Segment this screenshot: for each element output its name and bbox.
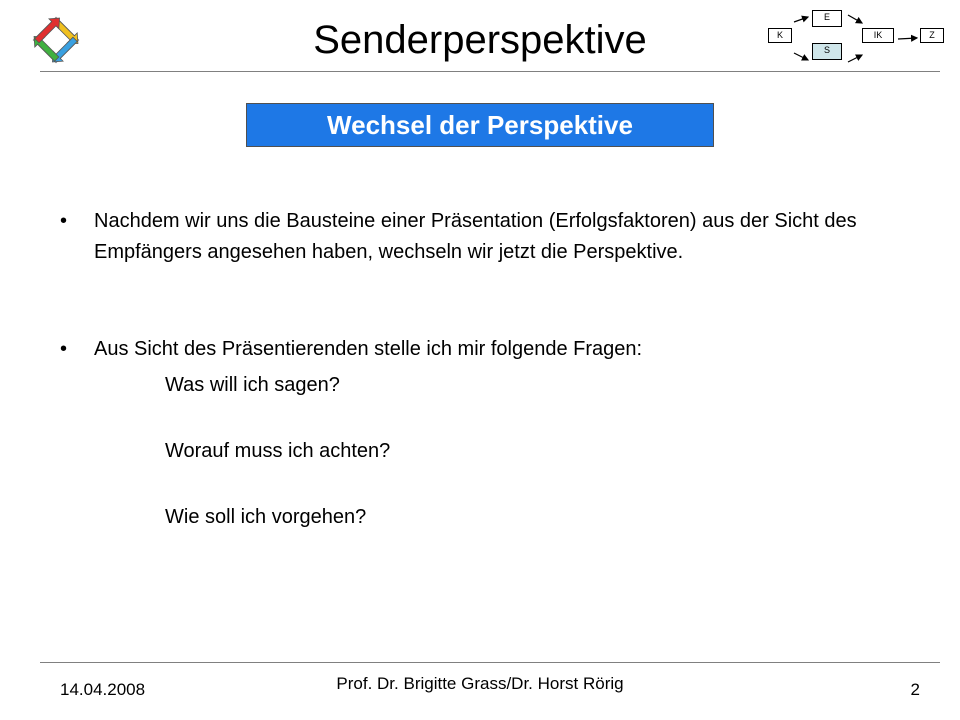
process-nav (760, 5, 955, 65)
footer-rule (40, 662, 940, 663)
arrow-e-ik (848, 15, 862, 23)
nav-box-z: Z (920, 28, 944, 43)
arrow-k-s (794, 53, 808, 60)
nav-box-e: E (812, 10, 842, 27)
arrow-s-ik (848, 55, 862, 62)
nav-box-s: S (812, 43, 842, 60)
slide-title: Senderperspektive (313, 18, 647, 62)
page-number: 2 (910, 680, 920, 699)
nav-box-ik: IK (862, 28, 894, 43)
bullet-item-1 (60, 206, 860, 268)
footer-date: 14.04.2008 (60, 680, 146, 699)
footer-author: Prof. Dr. Brigitte Grass/Dr. Horst Rörig (336, 674, 624, 693)
bullet-text: Aus Sicht des Präsentierenden stelle ich mir folgende Fragen: (94, 338, 643, 360)
bullet-marker: • (60, 210, 68, 232)
question-3: Wie soll ich vorgehen? (165, 506, 367, 528)
question-2: Worauf muss ich achten? (165, 440, 391, 462)
arrow-k-e (794, 17, 808, 22)
question-1: Was will ich sagen? (165, 374, 340, 396)
bullet-item-2 (60, 334, 860, 365)
section-banner: Wechsel der Perspektive (246, 103, 714, 147)
bullet-text: Nachdem wir uns die Bausteine einer Präsentation (Erfolgsfaktoren) aus der Sicht des Empfängers angesehen haben, wechseln wir jetzt die Perspektive. (94, 210, 857, 263)
header-rule (40, 71, 940, 72)
arrow-ik-z (898, 38, 917, 39)
bullet-marker: • (60, 338, 68, 360)
nav-box-k: K (768, 28, 792, 43)
